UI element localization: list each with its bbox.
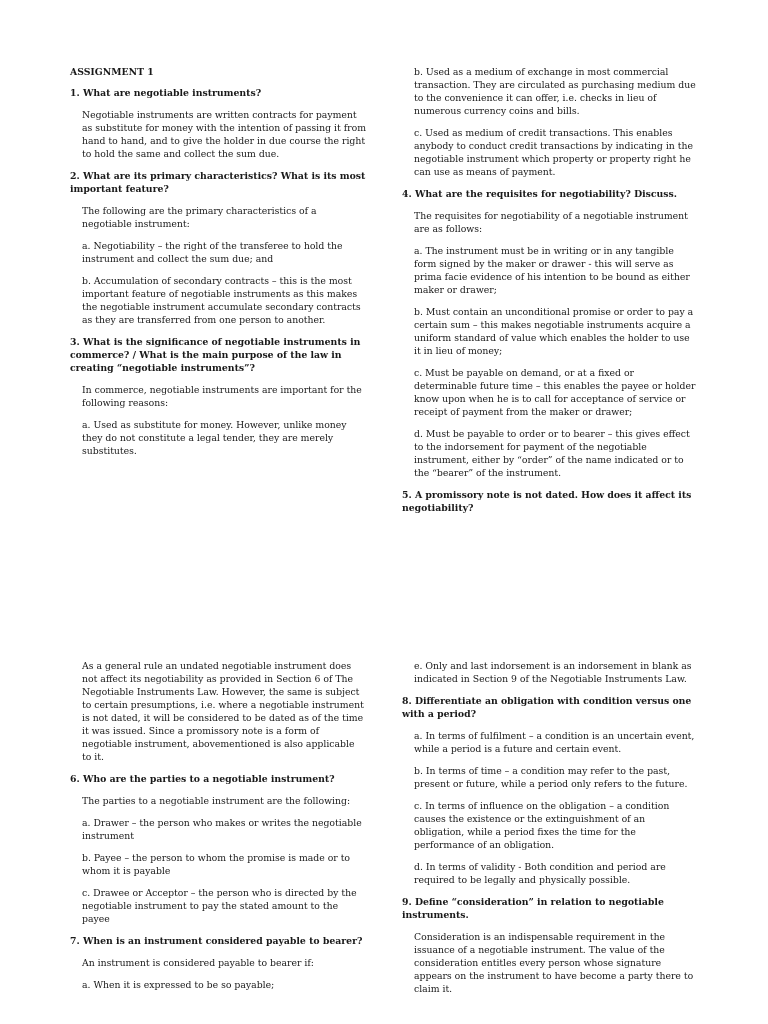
question-heading: 2. What are its primary characteristics? What is its most important feature? xyxy=(70,171,366,195)
question-heading: 4. What are the requisites for negotiability? Discuss. xyxy=(402,189,678,200)
question-heading: 1. What are negotiable instruments? xyxy=(70,88,262,99)
question-heading: 9. Define “consideration” in relation to negotiable instruments. xyxy=(402,897,664,921)
answer-paragraph: The parties to a negotiable instrument are the following: xyxy=(82,796,351,807)
question-heading: 8. Differentiate an obligation with condition versus one with a period? xyxy=(402,696,692,720)
answer-paragraph: a. In terms of fulfilment – a condition is an uncertain event, while a period is a future and certain event. xyxy=(414,731,695,755)
answer-paragraph: b. In terms of time – a condition may refer to the past, present or future, while a period only refers to the future. xyxy=(414,766,688,790)
answer-paragraph: a. Drawer – the person who makes or writes the negotiable instrument xyxy=(82,818,362,842)
page1-left-column xyxy=(70,66,366,467)
answer-paragraph: Negotiable instruments are written contracts for payment as substitute for money with the intention of passing it from hand to hand, and to give the holder in due course the right to hold the same and collect the sum due. xyxy=(82,110,367,160)
answer-paragraph: c. Used as medium of credit transactions. This enables anybody to conduct credit transactions by indicating in the negotiable instrument which property or property right he can use as means of payment. xyxy=(414,128,693,178)
answer-paragraph: a. When it is expressed to be so payable; xyxy=(82,980,275,991)
question-heading: 6. Who are the parties to a negotiable instrument? xyxy=(70,774,335,785)
answer-paragraph: An instrument is considered payable to bearer if: xyxy=(82,958,314,969)
question-heading: 3. What is the significance of negotiable instruments in commerce? / What is the main purpose of the law in creating “negotiable instruments”? xyxy=(70,337,361,374)
page2-right-column xyxy=(402,660,698,1005)
answer-paragraph: As a general rule an undated negotiable instrument does not affect its negotiability as provided in Section 6 of The Negotiable Instruments Law. However, the same is subject to certain presumptions, i.e. where a negotiable instrument is not dated, it will be considered to be dated as of the time it was issued. Since a promissory note is a form of negotiable instrument, abovementioned is also applicable to it. xyxy=(82,661,364,763)
answer-paragraph: a. Negotiability – the right of the transferee to hold the instrument and collect the sum due; and xyxy=(82,241,343,265)
answer-paragraph: c. In terms of influence on the obligation – a condition causes the existence or the extinguishment of an obligation, while a period fixes the time for the performance of an obligation. xyxy=(414,801,670,851)
answer-paragraph: In commerce, negotiable instruments are important for the following reasons: xyxy=(82,385,362,409)
answer-paragraph: Consideration is an indispensable requirement in the issuance of a negotiable instrument. The value of the consideration entitles every person whose signature appears on the instrument to have become a party there to claim it. xyxy=(414,932,694,995)
question-heading: 7. When is an instrument considered payable to bearer? xyxy=(70,936,363,947)
answer-paragraph: The requisites for negotiability of a negotiable instrument are as follows: xyxy=(414,211,688,235)
answer-paragraph: b. Accumulation of secondary contracts – this is the most important feature of negotiable instruments as this makes the negotiable instrument accumulate secondary contracts as they are transferred from one person to another. xyxy=(82,276,361,326)
answer-paragraph: d. Must be payable to order or to bearer – this gives effect to the indorsement for payment of the negotiable instrument, either by “order” of the name indicated or to the “bearer” of the instrument. xyxy=(414,429,690,479)
answer-paragraph: b. Used as a medium of exchange in most commercial transaction. They are circulated as purchasing medium due to the convenience it can offer, i.e. checks in lieu of numerous currency coins and bills. xyxy=(414,67,696,117)
answer-paragraph: d. In terms of validity - Both condition and period are required to be legally and physically possible. xyxy=(414,862,666,886)
answer-paragraph: The following are the primary characteristics of a negotiable instrument: xyxy=(82,206,317,230)
answer-paragraph: a. Used as substitute for money. However, unlike money they do not constitute a legal tender, they are merely substitutes. xyxy=(82,420,347,457)
answer-paragraph: b. Must contain an unconditional promise or order to pay a certain sum – this makes negotiable instruments acquire a uniform standard of value which enables the holder to use it in lieu of money; xyxy=(414,307,694,357)
assignment-title: ASSIGNMENT 1 xyxy=(70,67,154,78)
answer-paragraph: a. The instrument must be in writing or in any tangible form signed by the maker or drawer - this will serve as prima facie evidence of his intention to be bound as either maker or drawer; xyxy=(414,246,690,296)
answer-paragraph: b. Payee – the person to whom the promise is made or to whom it is payable xyxy=(82,853,351,877)
answer-paragraph: c. Must be payable on demand, or at a fixed or determinable future time – this enables the payee or holder know upon when he is to call for acceptance of service or receipt of payment from the maker or drawer; xyxy=(414,368,696,418)
page2-left-column xyxy=(70,660,366,1001)
page1-right-column xyxy=(402,66,698,524)
answer-paragraph: c. Drawee or Acceptor – the person who is directed by the negotiable instrument to pay the stated amount to the payee xyxy=(82,888,357,925)
answer-paragraph: e. Only and last indorsement is an indorsement in blank as indicated in Section 9 of the Negotiable Instruments Law. xyxy=(414,661,692,685)
question-heading: 5. A promissory note is not dated. How does it affect its negotiability? xyxy=(402,490,692,514)
